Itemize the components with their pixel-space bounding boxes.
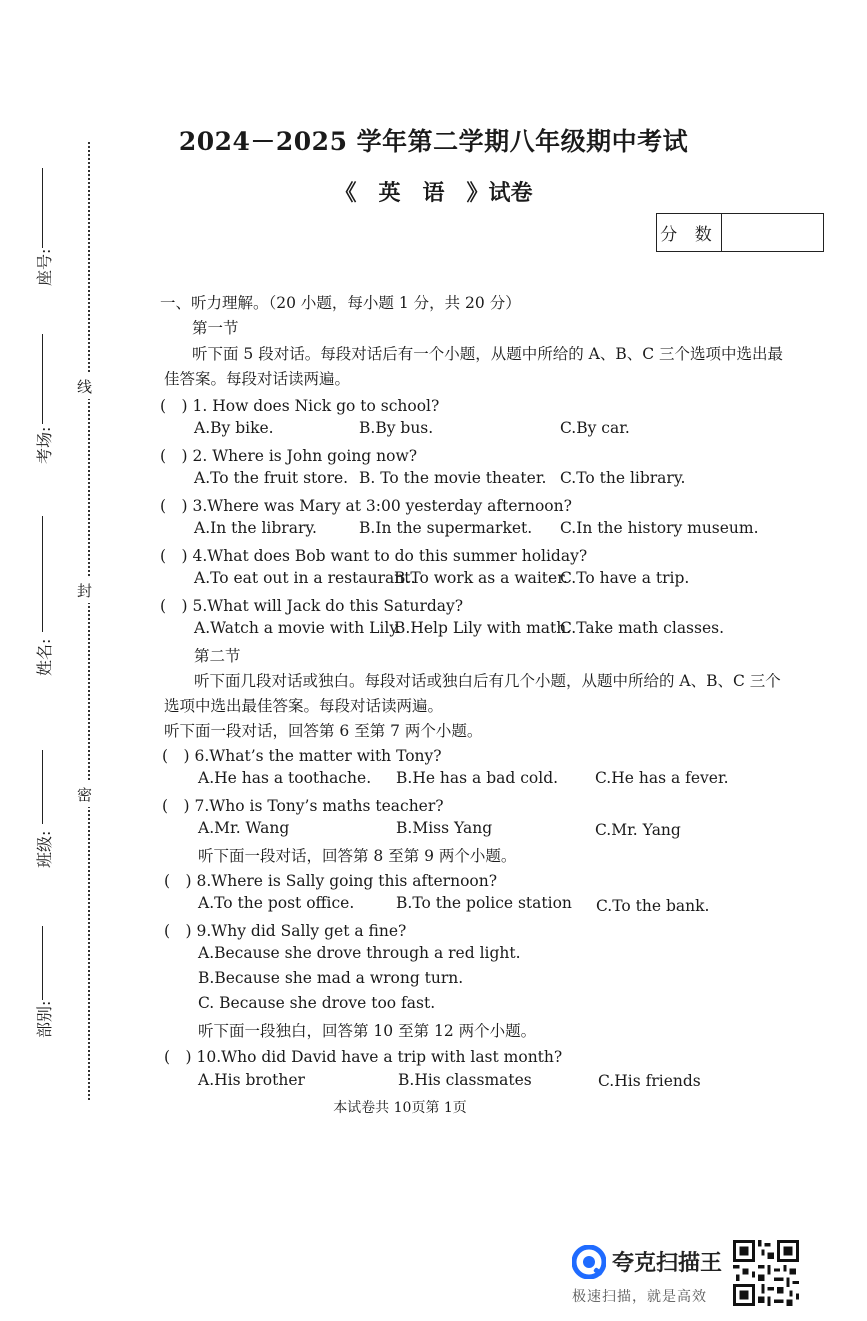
part1-title: 第一节 [192, 319, 239, 337]
q2-option-c: C.To the library. [560, 469, 686, 487]
exam-subtitle: 《 英 语 》试卷 [334, 180, 533, 206]
question-3: ( ) 3.Where was Mary at 3:00 yesterday afternoon? [160, 497, 572, 515]
part2-instruction-2: 选项中选出最佳答案。每段对话读两遍。 [164, 697, 444, 715]
part1-instruction-1: 听下面 5 段对话。每段对话后有一个小题，从题中所给的 A、B、C 三个选项中选出最 [192, 345, 784, 363]
score-box [656, 213, 824, 252]
q9-option-a: A.Because she drove through a red light. [198, 944, 521, 962]
name-field[interactable] [18, 516, 58, 676]
q3-option-b: B.In the supermarket. [359, 519, 533, 537]
q1-option-c: C.By car. [560, 419, 630, 437]
q2-option-b: B. To the movie theater. [359, 469, 547, 487]
part2-instruction-1: 听下面几段对话或独白。每段对话或独白后有几个小题，从题中所给的 A、B、C 三个 [194, 672, 781, 690]
q5-option-b: B.Help Lily with math. [394, 619, 572, 637]
q4-option-a: A.To eat out in a restaurant. [194, 569, 416, 587]
score-label: 分 数 [657, 214, 722, 251]
q8-option-c: C.To the bank. [596, 897, 710, 915]
exam-room-line [42, 334, 43, 424]
q6-option-c: C.He has a fever. [595, 769, 729, 787]
binding-char-mi: 密 [77, 782, 92, 807]
department-field[interactable] [18, 926, 58, 1038]
class-field[interactable] [18, 750, 58, 868]
monologue-intro-10-12: 听下面一段独白，回答第 10 至第 12 两个小题。 [198, 1022, 537, 1040]
q5-option-a: A.Watch a movie with Lily. [194, 619, 401, 637]
q4-option-b: B.To work as a waiter. [394, 569, 568, 587]
q9-option-b: B.Because she mad a wrong turn. [198, 969, 464, 987]
q8-option-b: B.To the police station [396, 894, 572, 912]
question-1: ( ) 1. How does Nick go to school? [160, 397, 440, 415]
seat-number-label: 座号: [35, 248, 54, 286]
exam-room-label: 考场: [35, 426, 54, 464]
q5-option-c: C.Take math classes. [560, 619, 725, 637]
department-label: 部别: [35, 1000, 54, 1038]
binding-dotted-line [88, 142, 90, 1100]
q6-option-a: A.He has a toothache. [198, 769, 372, 787]
page-footer: 本试卷共 10页第 1页 [333, 1100, 467, 1116]
q7-option-b: B.Miss Yang [396, 819, 493, 837]
question-9: ( ) 9.Why did Sally get a fine? [164, 922, 407, 940]
q7-option-c: C.Mr. Yang [595, 821, 681, 839]
class-line [42, 750, 43, 824]
question-2: ( ) 2. Where is John going now? [160, 447, 418, 465]
q1-option-b: B.By bus. [359, 419, 434, 437]
q3-option-c: C.In the history museum. [560, 519, 759, 537]
q10-option-c: C.His friends [598, 1072, 701, 1090]
question-5: ( ) 5.What will Jack do this Saturday? [160, 597, 464, 615]
class-label: 班级: [35, 830, 54, 868]
watermark-slogan: 极速扫描，就是高效 [572, 1289, 707, 1305]
q6-option-b: B.He has a bad cold. [396, 769, 559, 787]
section-heading: 一、听力理解。（20 小题，每小题 1 分，共 20 分） [160, 294, 521, 312]
binding-char-xian: 线 [77, 374, 92, 399]
q10-option-a: A.His brother [198, 1071, 305, 1089]
q1-option-a: A.By bike. [194, 419, 274, 437]
question-10: ( ) 10.Who did David have a trip with last month? [164, 1048, 563, 1066]
department-line [42, 926, 43, 1000]
q2-option-a: A.To the fruit store. [194, 469, 349, 487]
q4-option-c: C.To have a trip. [560, 569, 690, 587]
q10-option-b: B.His classmates [398, 1071, 532, 1089]
question-8: ( ) 8.Where is Sally going this afternoon? [164, 872, 498, 890]
quark-scanner-logo-icon [572, 1245, 606, 1279]
dialog-intro-8-9: 听下面一段对话，回答第 8 至第 9 两个小题。 [198, 847, 517, 865]
question-4: ( ) 4.What does Bob want to do this summer holiday? [160, 547, 588, 565]
dialog-intro-6-7: 听下面一段对话，回答第 6 至第 7 两个小题。 [164, 722, 483, 740]
question-6: ( ) 6.What’s the matter with Tony? [162, 747, 442, 765]
qr-code-icon [733, 1240, 799, 1306]
name-line [42, 516, 43, 632]
q9-option-c: C. Because she drove too fast. [198, 994, 436, 1012]
exam-title: 2024－2025 学年第二学期八年级期中考试 [178, 127, 689, 156]
q8-option-a: A.To the post office. [198, 894, 355, 912]
q3-option-a: A.In the library. [194, 519, 317, 537]
exam-room-field[interactable] [18, 334, 58, 464]
part2-title: 第二节 [194, 647, 241, 665]
binding-char-feng: 封 [77, 578, 92, 603]
q7-option-a: A.Mr. Wang [198, 819, 290, 837]
score-value-field[interactable] [722, 214, 823, 251]
part1-instruction-2: 佳答案。每段对话读两遍。 [164, 370, 351, 388]
name-label: 姓名: [35, 638, 54, 676]
question-7: ( ) 7.Who is Tony’s maths teacher? [162, 797, 444, 815]
watermark-title: 夸克扫描王 [612, 1251, 723, 1276]
